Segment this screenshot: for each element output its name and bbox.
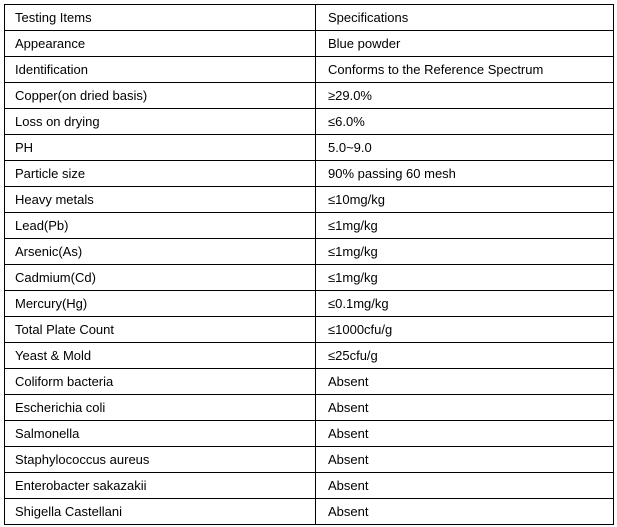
testing-item-cell: Coliform bacteria bbox=[5, 369, 316, 395]
table-row bbox=[5, 265, 614, 291]
table-row bbox=[5, 83, 614, 109]
specification-cell: ≤1mg/kg bbox=[316, 265, 614, 291]
table-row bbox=[5, 499, 614, 525]
table-row bbox=[5, 369, 614, 395]
table-row bbox=[5, 239, 614, 265]
table-row bbox=[5, 447, 614, 473]
testing-item-cell: Lead(Pb) bbox=[5, 213, 316, 239]
specification-cell: ≤1000cfu/g bbox=[316, 317, 614, 343]
testing-item-cell: Yeast & Mold bbox=[5, 343, 316, 369]
specification-cell: Absent bbox=[316, 499, 614, 525]
header-specifications: Specifications bbox=[316, 5, 614, 31]
specification-cell: ≤1mg/kg bbox=[316, 213, 614, 239]
table-row bbox=[5, 473, 614, 499]
specification-cell: Absent bbox=[316, 369, 614, 395]
table-row bbox=[5, 317, 614, 343]
header-testing-items: Testing Items bbox=[5, 5, 316, 31]
specification-table bbox=[4, 4, 614, 525]
testing-item-cell: Identification bbox=[5, 57, 316, 83]
specification-cell: Absent bbox=[316, 421, 614, 447]
testing-item-cell: Arsenic(As) bbox=[5, 239, 316, 265]
specification-cell: Absent bbox=[316, 447, 614, 473]
specification-cell: Absent bbox=[316, 473, 614, 499]
table-row bbox=[5, 343, 614, 369]
specification-cell: 5.0~9.0 bbox=[316, 135, 614, 161]
specification-cell: ≤10mg/kg bbox=[316, 187, 614, 213]
testing-item-cell: Total Plate Count bbox=[5, 317, 316, 343]
table-row bbox=[5, 109, 614, 135]
table-row bbox=[5, 31, 614, 57]
testing-item-cell: Heavy metals bbox=[5, 187, 316, 213]
testing-item-cell: PH bbox=[5, 135, 316, 161]
testing-item-cell: Escherichia coli bbox=[5, 395, 316, 421]
specification-cell: ≤6.0% bbox=[316, 109, 614, 135]
table-row bbox=[5, 421, 614, 447]
specification-cell: Blue powder bbox=[316, 31, 614, 57]
testing-item-cell: Particle size bbox=[5, 161, 316, 187]
table-row bbox=[5, 57, 614, 83]
specification-cell: ≤25cfu/g bbox=[316, 343, 614, 369]
specification-cell: ≤0.1mg/kg bbox=[316, 291, 614, 317]
specification-cell: Conforms to the Reference Spectrum bbox=[316, 57, 614, 83]
specification-cell: ≥29.0% bbox=[316, 83, 614, 109]
specification-cell: ≤1mg/kg bbox=[316, 239, 614, 265]
table-row bbox=[5, 395, 614, 421]
testing-item-cell: Copper(on dried basis) bbox=[5, 83, 316, 109]
table-row bbox=[5, 187, 614, 213]
specification-cell: Absent bbox=[316, 395, 614, 421]
testing-item-cell: Staphylococcus aureus bbox=[5, 447, 316, 473]
testing-item-cell: Enterobacter sakazakii bbox=[5, 473, 316, 499]
table-row bbox=[5, 291, 614, 317]
testing-item-cell: Appearance bbox=[5, 31, 316, 57]
testing-item-cell: Loss on drying bbox=[5, 109, 316, 135]
table-row bbox=[5, 161, 614, 187]
testing-item-cell: Shigella Castellani bbox=[5, 499, 316, 525]
specification-cell: 90% passing 60 mesh bbox=[316, 161, 614, 187]
testing-item-cell: Mercury(Hg) bbox=[5, 291, 316, 317]
testing-item-cell: Salmonella bbox=[5, 421, 316, 447]
table-row bbox=[5, 135, 614, 161]
testing-item-cell: Cadmium(Cd) bbox=[5, 265, 316, 291]
specification-table-body bbox=[5, 5, 614, 525]
table-header-row bbox=[5, 5, 614, 31]
table-row bbox=[5, 213, 614, 239]
